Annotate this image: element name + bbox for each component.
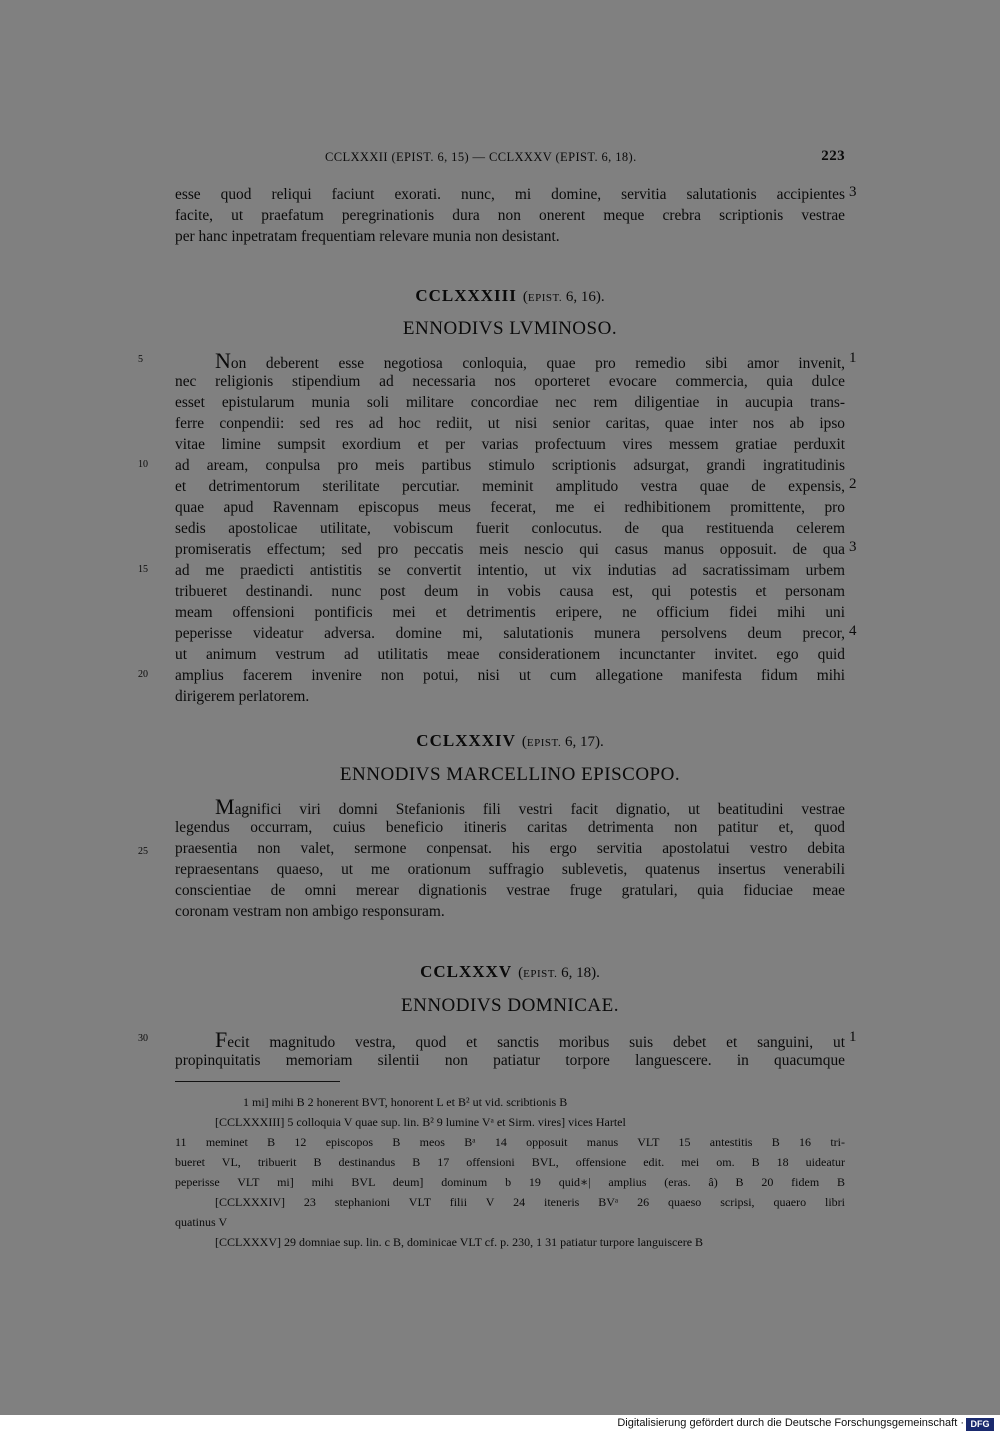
text-line: vitae limine sumpsit exordium et per varias profectuum vires messem gratiae perduxit: [175, 436, 845, 453]
text-line: meam offensioni pontificis mei et detrimentis eripere, ne officium fidei mihi uni: [175, 604, 845, 621]
line-number: 15: [138, 564, 148, 575]
text-line: conscientiae de omni merear dignationis vestrae fruge gratulari, quia fiduciae meae: [175, 882, 845, 899]
text-line: amplius facerem invenire non potui, nisi ut cum allegatione manifesta fidum mihi: [175, 667, 845, 684]
line-number: 30: [138, 1033, 148, 1044]
text-line: repraesentans quaeso, ut me orationum suffragio sublevetis, quatenus insertus venerabili: [175, 861, 845, 878]
margin-number: 4: [849, 623, 857, 639]
critical-apparatus: [175, 1092, 845, 1252]
epistle-reference: (EPIST. 6, 17).: [521, 734, 604, 750]
drop-capital: N: [215, 348, 231, 373]
apparatus-line: [CCLXXXIV] 23 stephanioni VLT filii V 24 iteneris BVᵃ 26 quaeso scripsi, quaero libri: [215, 1195, 845, 1209]
text-line: esse quod reliqui faciunt exorati. nunc, mi domine, servitia salutationis accipientes: [175, 186, 845, 203]
text-line: facite, ut praefatum peregrinationis dura non onerent meque crebra scriptionis vestrae: [175, 207, 845, 224]
text-line: dirigerem perlatorem.: [175, 688, 310, 705]
text-line: ad aream, conpulsa pro meis partibus stimulo scriptionis adsurgat, grandi ingratitudinis: [175, 457, 845, 474]
section-number-heading: [175, 731, 845, 751]
letter-heading: ENNODIVS MARCELLINO EPISCOPO.: [339, 764, 681, 785]
apparatus-line: [CCLXXXIII] 5 colloquia V quae sup. lin. B² 9 lumine Vᵃ et Sirm. vires] vices Hartel: [215, 1115, 626, 1129]
intro-paragraph: [175, 184, 845, 247]
margin-number: 3: [849, 184, 857, 200]
section-number-heading: [175, 962, 845, 982]
text-line: promiseratis effectum; sed pro peccatis meis nescio qui casus manus opposuit. de qua: [175, 541, 845, 558]
text-line: Non deberent esse negotiosa conloquia, quae pro remedio sibi amor invenit,: [215, 348, 845, 373]
line-number: 25: [138, 846, 148, 857]
digitization-footer: [0, 1415, 1000, 1434]
section-number: CCLXXXIII: [415, 286, 517, 305]
dfg-logo: DFG: [966, 1418, 994, 1431]
section-number: CCLXXXV: [420, 962, 513, 981]
apparatus-line: 1 mi] mihi B 2 honerent BVT, honorent L et B² ut vid. scribtionis B: [243, 1095, 568, 1109]
letter-body: [175, 350, 845, 707]
text-line: nec religionis stipendium ad necessaria nos oporteret evocare commercia, quia dulce: [175, 373, 845, 390]
line-number: 10: [138, 459, 148, 470]
drop-capital: M: [215, 794, 235, 819]
text-line: sedis apostolicae utilitate, vobiscum fuerit conlocutus. de qua restituenda celerem: [175, 520, 845, 537]
text-line: ad me praedicti antistitis se convertit intentio, ut vix indutias ad sacratissimam urbem: [175, 562, 845, 579]
epistle-reference: (EPIST. 6, 16).: [522, 289, 605, 305]
text-line: praesentia non valet, sermone conpensat. his ergo servitia apostolatui vestro debita: [175, 840, 845, 857]
letter-body: [175, 1029, 845, 1071]
footnote-rule: [175, 1081, 340, 1082]
apparatus-line: 11 meminet B 12 episcopos B meos Bᵃ 14 opposuit manus VLT 15 antestitis B 16 tri-: [175, 1135, 845, 1149]
letter-heading: ENNODIVS LVMINOSO.: [402, 318, 618, 339]
text-line: per hanc inpetratam frequentiam relevare munia non desistant.: [175, 228, 560, 245]
text-line: peperisse videatur adversa. domine mi, salutationis munera persolvens deum precor,: [175, 625, 845, 642]
text-line: Magnifici viri domni Stefanionis fili vestri facit dignatio, ut beatitudini vestrae: [215, 794, 845, 819]
apparatus-line: bueret VL, tribuerit B destinandus B 17 offensioni BVL, offensione edit. mei om. B 18 uideatur: [175, 1155, 845, 1169]
text-line: propinquitatis memoriam silentii non patiatur torpore languescere. in quacumque: [175, 1052, 845, 1069]
letter-body: [175, 796, 845, 922]
text-line: tribueret destinandi. nunc post deum in vobis causa est, qui potestis et personam: [175, 583, 845, 600]
margin-number: 1: [849, 1029, 857, 1045]
epistle-reference: (EPIST. 6, 18).: [518, 965, 600, 981]
running-head-title: CCLXXXII (EPIST. 6, 15) — CCLXXXV (EPIST. 6, 18).: [325, 150, 637, 164]
margin-number: 2: [849, 476, 857, 492]
apparatus-line: quatinus V: [175, 1215, 228, 1229]
line-number: 5: [138, 354, 143, 365]
drop-capital: F: [215, 1027, 228, 1052]
text-line: et detrimentorum sterilitate percutiar. meminit amplitudo vestra quae de expensis,: [175, 478, 845, 495]
page-number: 223: [821, 148, 845, 164]
text-line: legendus occurram, cuius beneficio itineris caritas detrimenta non patitur et, quod: [175, 819, 845, 836]
text-line: esset epistularum munia soli militare concordiae nec rem diligentiae in aucupia trans-: [175, 394, 845, 411]
text-line: Fecit magnitudo vestra, quod et sanctis moribus suis debet et sanguini, ut: [215, 1027, 845, 1052]
funding-credit: Digitalisierung gefördert durch die Deutsche Forschungsgemeinschaft ·: [617, 1417, 964, 1429]
line-number: 20: [138, 669, 148, 680]
apparatus-line: peperisse VLT mi] mihi BVL deum] dominum b 19 quid∗| amplius (eras. â) B 20 fidem B: [175, 1175, 845, 1189]
section-number-heading: [175, 286, 845, 306]
text-line: quae apud Ravennam episcopus meus fecerat, me ei redhibitionem promittente, pro: [175, 499, 845, 516]
letter-heading: ENNODIVS DOMNICAE.: [401, 995, 619, 1016]
section-number: CCLXXXIV: [416, 731, 516, 750]
text-line: ut animum vestrum ad utilitatis meae considerationem incunctanter invitet. ego quid: [175, 646, 845, 663]
text-line: ferre conpendii: sed res ad hoc rediit, ut nisi senior caritas, quae inter nos ab ipso: [175, 415, 845, 432]
margin-number: 1: [849, 350, 857, 366]
apparatus-line: [CCLXXXV] 29 domniae sup. lin. c B, dominicae VLT cf. p. 230, 1 31 patiatur turpore languiscere B: [215, 1235, 704, 1249]
margin-number: 3: [849, 539, 857, 555]
text-line: coronam vestram non ambigo responsuram.: [175, 903, 445, 920]
